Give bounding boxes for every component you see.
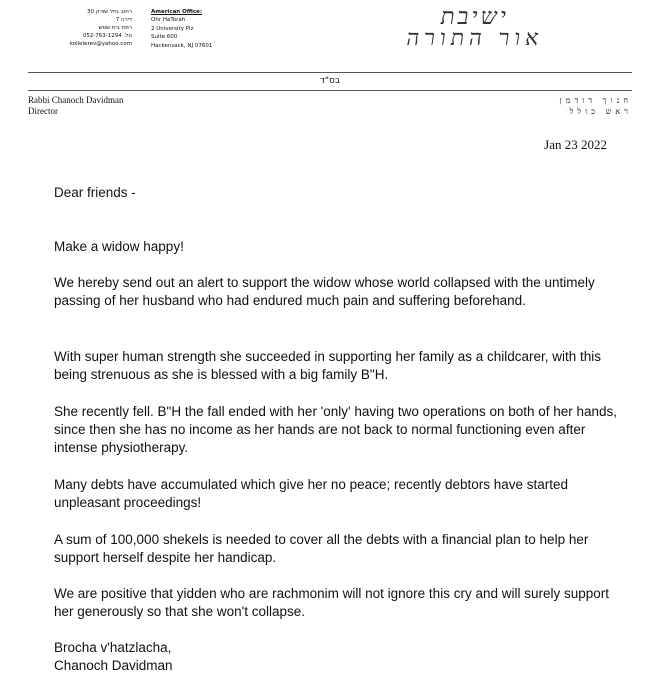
signatory-name: Rabbi Chanoch Davidman xyxy=(28,95,124,105)
signatory-name-hebrew: חנוך דודמן xyxy=(559,96,632,105)
signatory-title-hebrew: ראש כולל xyxy=(569,107,632,116)
us-address-line: Hackensack, NJ 07601 xyxy=(151,42,213,49)
signatory-block xyxy=(28,95,123,117)
paragraph: We hereby send out an alert to support the widow whose world collapsed with the untimely passing of her husband who had endured much pain and suffering beforehand. xyxy=(54,275,595,308)
header-divider-top xyxy=(28,72,632,73)
closing: Brocha v'hatzlacha, xyxy=(54,640,172,655)
paragraph: She recently fell. B"H the fall ended with her 'only' having two operations on both of her hands, since then she has no income as her hands are not back to normal functioning even after intense physiotherapy. xyxy=(54,404,618,455)
logo-line-2: אור התורה xyxy=(404,26,546,51)
paragraph: Make a widow happy! xyxy=(54,239,184,254)
israel-address-line: דירה 7 xyxy=(115,17,132,23)
us-address-line: Ohr HaTorah xyxy=(151,17,186,24)
israel-address-line: רחוב נחל שורק 30 xyxy=(87,9,132,15)
header-divider-bottom xyxy=(28,90,632,91)
logo-line-1: ישיבת xyxy=(438,4,512,30)
us-address-line: Suite 600 xyxy=(151,34,178,41)
yeshiva-logo xyxy=(400,6,550,50)
paragraph: Many debts have accumulated which give her no peace; recently debtors have started unpleasant proceedings! xyxy=(54,477,569,510)
us-office-heading: American Office: xyxy=(151,9,203,15)
signatory-title: Director xyxy=(28,106,58,116)
israel-address-line: רמת בית שמש xyxy=(98,25,132,31)
greeting: Dear friends - xyxy=(54,185,136,200)
paragraph: With super human strength she succeeded in supporting her family as a childcarer, with this being strenuous as she is blessed with a big family B"H. xyxy=(54,349,602,382)
contact-email: kollelerev@yahoo.com xyxy=(69,41,132,47)
letter-date: Jan 23 2022 xyxy=(544,137,607,152)
paragraph: A sum of 100,000 shekels is needed to cover all the debts with a financial plan to help her support herself despite her handicap. xyxy=(54,532,589,565)
paragraph: We are positive that yidden who are rachmonim will not ignore this cry and will surely support her generously so that she won't collapse. xyxy=(54,586,610,619)
closing-block xyxy=(54,639,629,675)
us-office-address xyxy=(151,8,212,50)
signatory-block-hebrew xyxy=(500,95,632,117)
signature: Chanoch Davidman xyxy=(54,658,173,673)
bsd-mark: בס"ד xyxy=(320,76,341,86)
israel-phone: 052-763-1294 .טל xyxy=(82,33,132,39)
israel-address xyxy=(60,8,132,48)
us-address-line: 2 University Plz xyxy=(151,25,194,32)
